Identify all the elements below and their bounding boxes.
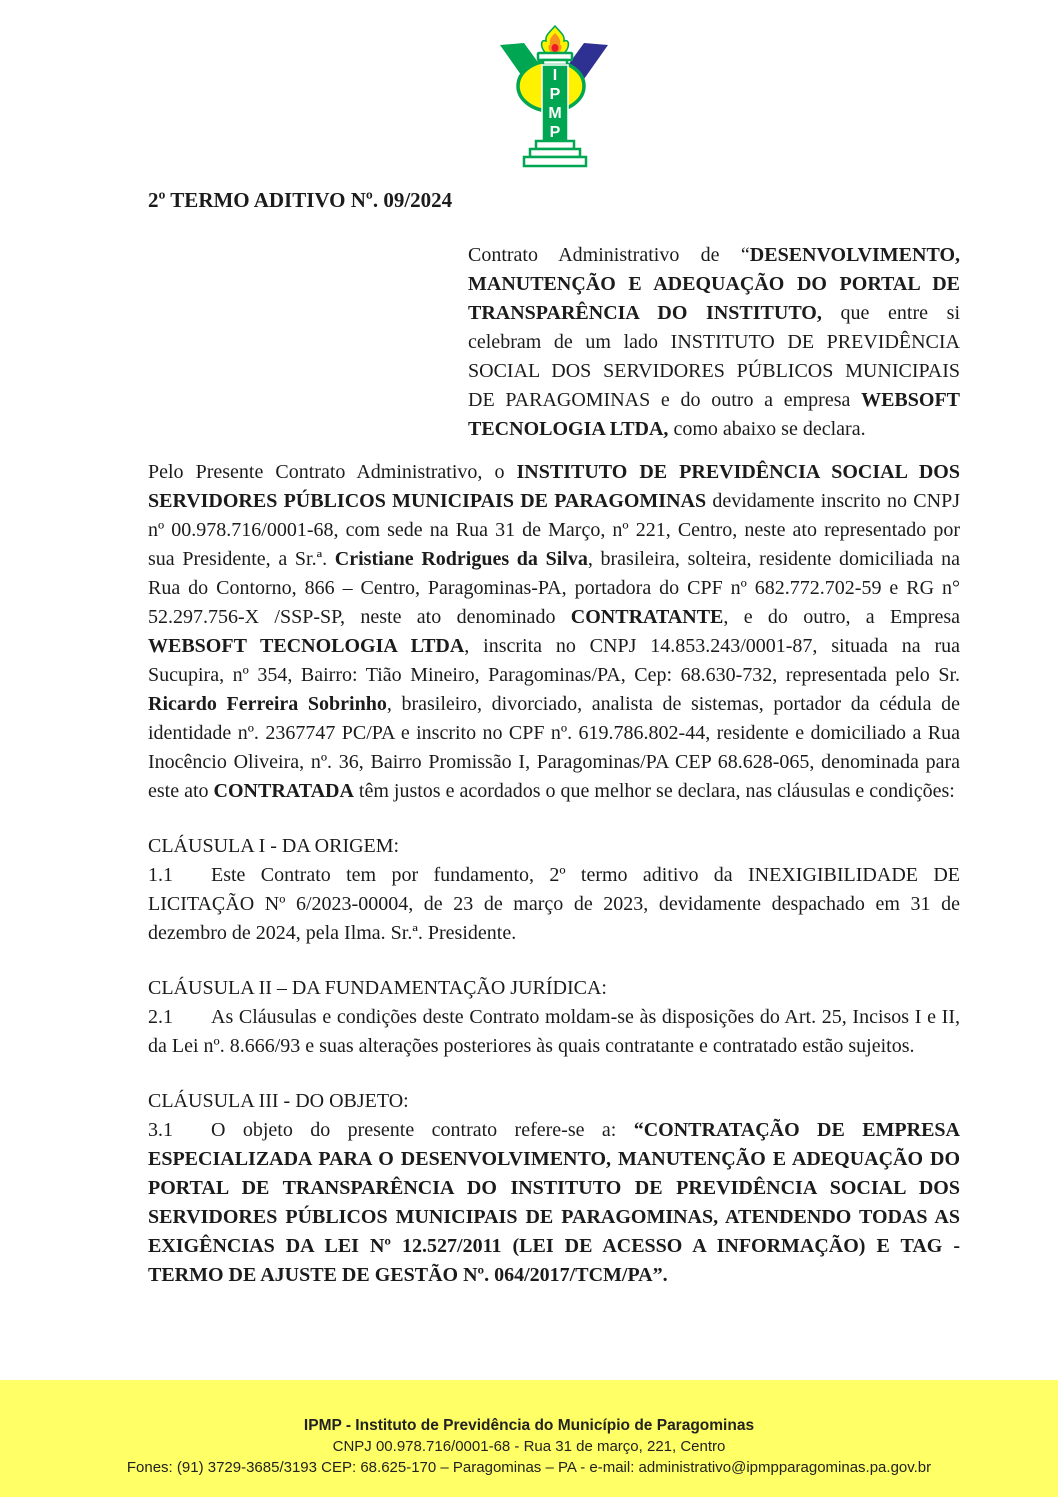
clause-item [148, 861, 960, 948]
document-title: 2º TERMO ADITIVO Nº. 09/2024 [148, 188, 453, 212]
clause-item-text: As Cláusulas e condições deste Contrato moldam-se às disposições do Art. 25, Incisos I e II, da Lei nº. 8.666/93 e suas alterações posteriores às quais contratante e contratado estão sujeitos. [148, 1006, 960, 1057]
clause-section-fundamentacao [148, 974, 960, 1061]
svg-text:P: P [549, 124, 561, 141]
clause-item [148, 1116, 960, 1290]
clause-item-number: 3.1 [148, 1119, 173, 1141]
clause-item-number: 2.1 [148, 1006, 173, 1028]
preamble-paragraph: Contrato Administrativo de “DESENVOLVIMENTO, MANUTENÇÃO E ADEQUAÇÃO DO PORTAL DE TRANSPARÊNCIA DO INSTITUTO, que entre si celebram de um lado INSTITUTO DE PREVIDÊNCIA SOCIAL DOS SERVIDORES PÚBLICOS MUNICIPAIS DE PARAGOMINAS e do outro a empresa WEBSOFT TECNOLOGIA LTDA, como abaixo se declara. [468, 244, 960, 440]
clause-heading: CLÁUSULA I - DA ORIGEM: [148, 835, 400, 857]
clause-item [148, 1003, 960, 1061]
svg-text:M: M [548, 105, 562, 122]
clause-section-objeto [148, 1087, 960, 1290]
clause-heading: CLÁUSULA III - DO OBJETO: [148, 1090, 409, 1112]
footer-band [0, 1380, 1058, 1497]
footer-contact-line: Fones: (91) 3729-3685/3193 CEP: 68.625-170 – Paragominas – PA - e-mail: administrativo@ipmpparagominas.pa.gov.br [126, 1459, 932, 1476]
clause-section-origem [148, 832, 960, 948]
svg-text:I: I [552, 67, 558, 84]
opening-paragraph: Pelo Presente Contrato Administrativo, o INSTITUTO DE PREVIDÊNCIA SOCIAL DOS SERVIDORES PÚBLICOS MUNICIPAIS DE PARAGOMINAS devidamente inscrito no CNPJ nº 00.978.716/0001-68, com sede na Rua 31 de Março, nº 221, Centro, neste ato representado por sua Presidente, a Sr.ª. Cristiane Rodrigues da Silva, brasileira, solteira, residente domiciliada na Rua do Contorno, 866 – Centro, Paragominas-PA, portadora do CPF nº 682.772.702-59 e RG n° 52.297.756-X /SSP-SP, neste ato denominado CONTRATANTE, e do outro, a Empresa WEBSOFT TECNOLOGIA LTDA, inscrita no CNPJ 14.853.243/0001-87, situada na rua Sucupira, nº 354, Bairro: Tião Mineiro, Paragominas/PA, Cep: 68.630-732, representada pelo Sr. Ricardo Ferreira Sobrinho, brasileiro, divorciado, analista de sistemas, portador da cédula de identidade nº. 2367747 PC/PA e inscrito no CPF nº. 619.786.802-44, residente e domiciliado a Rua Inocêncio Oliveira, nº. 36, Bairro Promissão I, Paragominas/PA CEP 68.628-065, denominada para este ato CONTRATADA têm justos e acordados o que melhor se declara, nas cláusulas e condições: [148, 461, 960, 802]
clause-heading: CLÁUSULA II – DA FUNDAMENTAÇÃO JURÍDICA: [148, 977, 607, 999]
ipmp-logo-icon [484, 24, 624, 169]
clause-item-number: 1.1 [148, 864, 173, 886]
svg-text:P: P [549, 86, 561, 103]
footer-org-name: IPMP - Instituto de Previdência do Município de Paragominas [303, 1417, 755, 1434]
clause-item-text: Este Contrato tem por fundamento, 2º termo aditivo da INEXIGIBILIDADE DE LICITAÇÃO Nº 6/2023-00004, de 23 de março de 2023, devidamente despachado em 31 de dezembro de 2024, pela Ilma. Sr.ª. Presidente. [148, 864, 960, 944]
footer-address-line: CNPJ 00.978.716/0001-68 - Rua 31 de março, 221, Centro [332, 1438, 726, 1455]
clause-item-text: O objeto do presente contrato refere-se a: “CONTRATAÇÃO DE EMPRESA ESPECIALIZADA PARA O DESENVOLVIMENTO, MANUTENÇÃO E ADEQUAÇÃO DO PORTAL DE TRANSPARÊNCIA DO INSTITUTO DE PREVIDÊNCIA SOCIAL DOS SERVIDORES PÚBLICOS MUNICIPAIS DE PARAGOMINAS, ATENDENDO TODAS AS EXIGÊNCIAS DA LEI Nº 12.527/2011 (LEI DE ACESSO A INFORMAÇÃO) E TAG - TERMO DE AJUSTE DE GESTÃO Nº. 064/2017/TCM/PA”. [148, 1119, 960, 1286]
